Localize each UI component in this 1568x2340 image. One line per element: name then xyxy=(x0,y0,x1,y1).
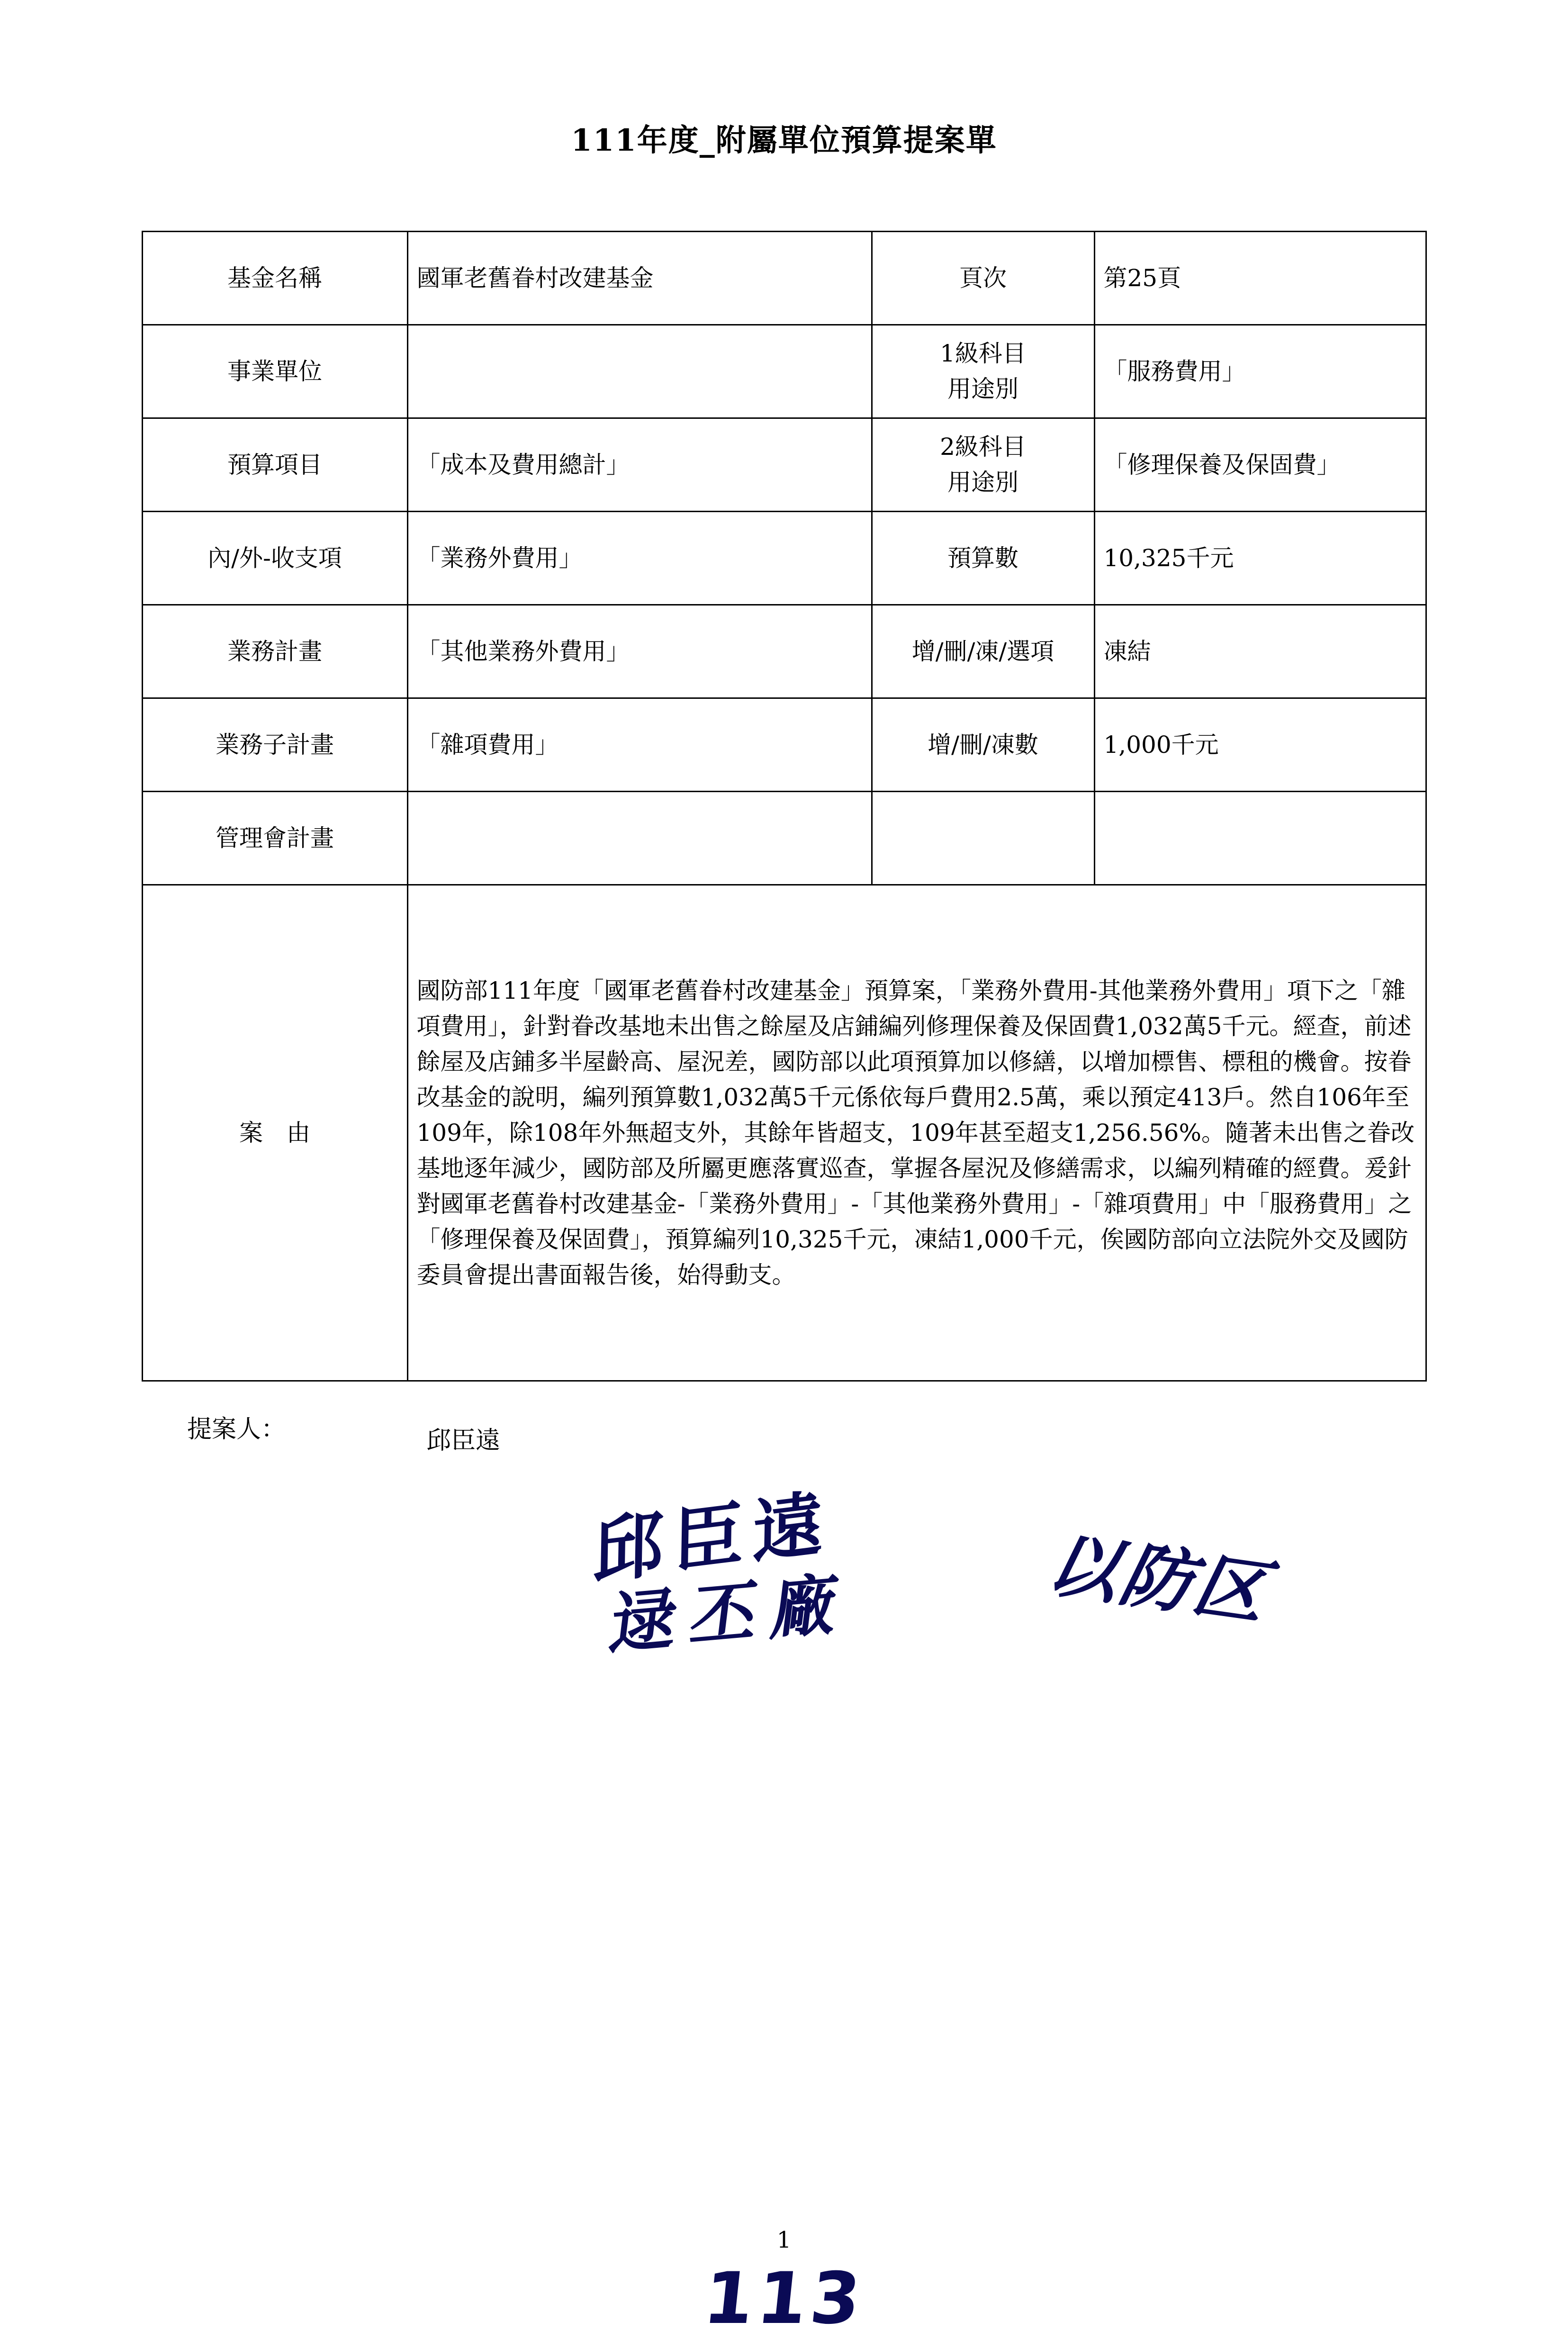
row-value-business-plan: 「其他業務外費用」 xyxy=(407,605,872,698)
level2-subject-line1: 2級科目 xyxy=(940,433,1026,461)
table-row-reason xyxy=(142,885,1426,1381)
handwritten-page-mark: 113 xyxy=(700,2258,868,2340)
signature-3: 以防区 xyxy=(1035,1526,1293,1635)
signature-1: 邱臣遠 xyxy=(592,1482,834,1595)
signature-area xyxy=(0,1466,1568,1769)
page-title: 111年度_附屬單位預算提案單 xyxy=(571,123,997,158)
row-midvalue-management-plan xyxy=(1094,792,1426,885)
row-value-budget-item: 「成本及費用總計」 xyxy=(407,418,872,512)
row-midlabel-action-option: 增/刪/凍/選項 xyxy=(872,605,1094,698)
level1-subject-line2: 用途別 xyxy=(947,375,1018,403)
table-row xyxy=(142,325,1426,418)
budget-proposal-table xyxy=(142,231,1427,1382)
row-label-sub-plan: 業務子計畫 xyxy=(142,698,407,792)
table-row xyxy=(142,512,1426,605)
row-midvalue-budget-amount: 10,325千元 xyxy=(1094,512,1426,605)
proposer-name: 邱臣遠 xyxy=(426,1427,501,1455)
signature-2: 逯丕廠 xyxy=(606,1564,856,1664)
level1-subject-line1: 1級科目 xyxy=(940,340,1026,367)
row-label-business-plan: 業務計畫 xyxy=(142,605,407,698)
row-midlabel-level2-subject xyxy=(872,418,1094,512)
row-midlabel-level1-subject xyxy=(872,325,1094,418)
proposer-row xyxy=(0,1409,1568,1466)
table-row xyxy=(142,418,1426,512)
table-row xyxy=(142,232,1426,325)
row-midvalue-action-option: 凍結 xyxy=(1094,605,1426,698)
row-midvalue-page: 第25頁 xyxy=(1094,232,1426,325)
table-row xyxy=(142,605,1426,698)
page-number: 1 xyxy=(776,2227,792,2253)
proposer-label: 提案人： xyxy=(187,1415,286,1444)
row-midvalue-level1-subject: 「服務費用」 xyxy=(1094,325,1426,418)
row-label-budget-item: 預算項目 xyxy=(142,418,407,512)
level2-subject-line2: 用途別 xyxy=(947,469,1018,496)
row-value-business-unit xyxy=(407,325,872,418)
row-midlabel-budget-amount: 預算數 xyxy=(872,512,1094,605)
row-label-in-out-item: 內/外-收支項 xyxy=(142,512,407,605)
row-label-reason: 案 由 xyxy=(142,885,407,1381)
row-midlabel-action-amount: 增/刪/凍數 xyxy=(872,698,1094,792)
row-value-sub-plan: 「雜項費用」 xyxy=(407,698,872,792)
row-midlabel-page: 頁次 xyxy=(872,232,1094,325)
row-value-fund-name: 國軍老舊眷村改建基金 xyxy=(407,232,872,325)
table-row xyxy=(142,698,1426,792)
row-midlabel-management-plan xyxy=(872,792,1094,885)
row-value-in-out-item: 「業務外費用」 xyxy=(407,512,872,605)
row-value-management-plan xyxy=(407,792,872,885)
row-label-fund-name: 基金名稱 xyxy=(142,232,407,325)
reason-text: 國防部111年度「國軍老舊眷村改建基金」預算案，「業務外費用-其他業務外費用」項下之「雜項費用」，針對眷改基地未出售之餘屋及店鋪編列修理保養及保固費1,032萬5千元。經查，前述餘屋及店鋪多半屋齡高、屋況差，國防部以此項預算加以修繕，以增加標售、標租的機會。按眷改基金的說明，編列預算數1,032萬5千元係依每戶費用2.5萬，乘以預定413戶。然自106年至109年，除108年外無超支外，其餘年皆超支，109年甚至超支1,256.56%。隨著未出售之眷改基地逐年減少，國防部及所屬更應落實巡查，掌握各屋況及修繕需求，以編列精確的經費。爰針對國軍老舊眷村改建基金-「業務外費用」-「其他業務外費用」-「雜項費用」中「服務費用」之「修理保養及保固費」，預算編列10,325千元，凍結1,000千元，俟國防部向立法院外交及國防委員會提出書面報告後，始得動支。 xyxy=(407,885,1426,1381)
document-page xyxy=(0,116,1568,2340)
row-label-business-unit: 事業單位 xyxy=(142,325,407,418)
row-midvalue-action-amount: 1,000千元 xyxy=(1094,698,1426,792)
row-midvalue-level2-subject: 「修理保養及保固費」 xyxy=(1094,418,1426,512)
table-row xyxy=(142,792,1426,885)
row-label-management-plan: 管理會計畫 xyxy=(142,792,407,885)
